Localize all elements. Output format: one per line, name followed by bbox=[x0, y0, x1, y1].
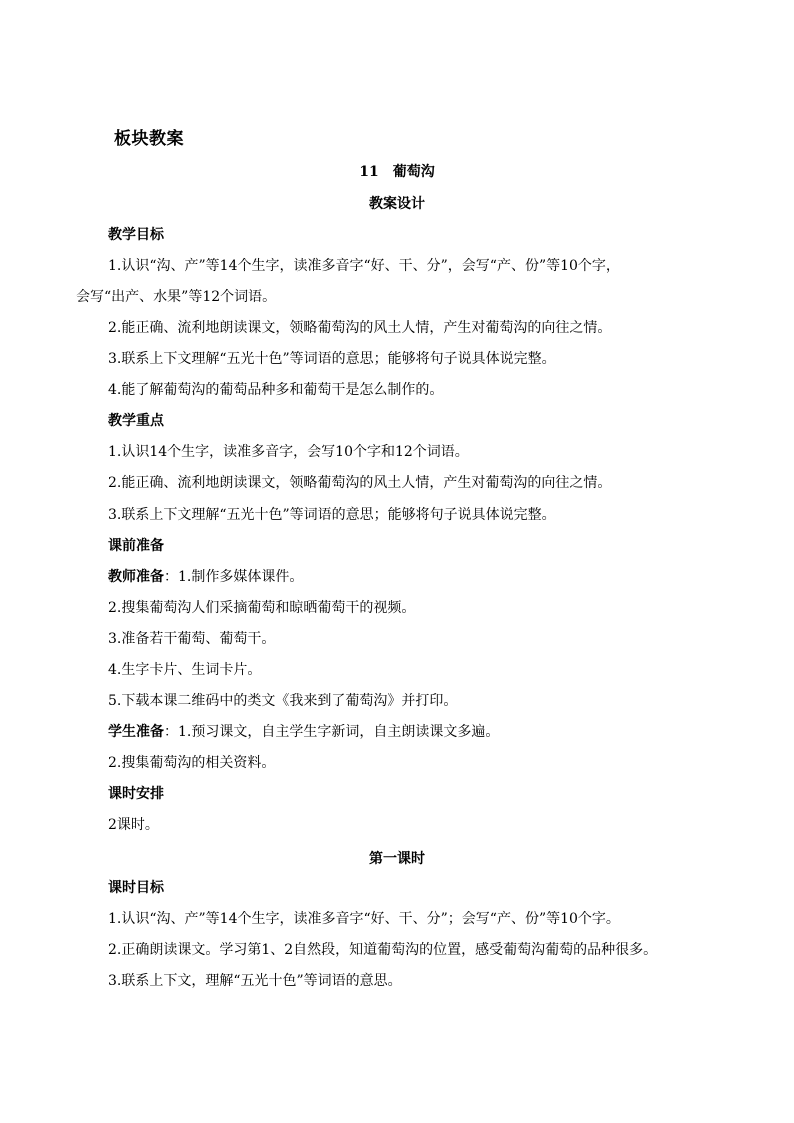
lesson-goals-heading: 课时目标 bbox=[108, 880, 164, 896]
lesson-goal-item: 3.联系上下文，理解“五光十色”等词语的意思。 bbox=[108, 973, 402, 989]
objectives-heading: 教学目标 bbox=[108, 227, 164, 243]
student-preparation bbox=[76, 722, 758, 742]
key-point-item: 2.能正确、流利地朗读课文，领略葡萄沟的风土人情，产生对葡萄沟的向往之情。 bbox=[108, 475, 612, 491]
teacher-preparation-label: 教师准备 bbox=[108, 569, 164, 585]
teacher-preparation bbox=[76, 567, 758, 587]
teacher-preparation-item: 3.准备若干葡萄、葡萄干。 bbox=[108, 631, 276, 647]
objective-item: 4.能了解葡萄沟的葡萄品种多和葡萄干是怎么制作的。 bbox=[108, 382, 444, 398]
student-preparation-item: 2.搜集葡萄沟的相关资料。 bbox=[108, 755, 276, 771]
lesson-goal-item: 2.正确朗读课文。学习第1、2自然段，知道葡萄沟的位置，感受葡萄沟葡萄的品种很多。 bbox=[108, 942, 658, 958]
lesson-goal-item: 1.认识“沟、产”等14个生字，读准多音字“好、干、分”；会写“产、份”等10个字。 bbox=[108, 911, 620, 927]
objective-item: 1.认识“沟、产”等14个生字，读准多音字“好、干、分”，会写“产、份”等10个字， bbox=[108, 258, 620, 274]
key-point-item: 3.联系上下文理解“五光十色”等词语的意思；能够将句子说具体说完整。 bbox=[108, 507, 556, 523]
key-points-heading: 教学重点 bbox=[108, 413, 164, 429]
schedule-value: 2课时。 bbox=[108, 817, 159, 833]
objective-item: 3.联系上下文理解“五光十色”等词语的意思；能够将句子说具体说完整。 bbox=[108, 351, 556, 367]
teacher-preparation-item: 5.下载本课二维码中的类文《我来到了葡萄沟》并打印。 bbox=[108, 693, 458, 709]
objective-item-continued: 会写“出产、水果”等12个词语。 bbox=[76, 289, 277, 305]
first-lesson-title: 第一课时 bbox=[369, 851, 425, 867]
schedule-heading: 课时安排 bbox=[108, 786, 164, 802]
design-title: 教案设计 bbox=[369, 196, 425, 212]
section-title: 板块教案 bbox=[114, 129, 184, 149]
lesson-title: 11 葡萄沟 bbox=[359, 164, 435, 180]
teacher-preparation-item: 2.搜集葡萄沟人们采摘葡萄和晾晒葡萄干的视频。 bbox=[108, 600, 416, 616]
teacher-preparation-first: ：1.制作多媒体课件。 bbox=[164, 569, 304, 585]
preparation-heading: 课前准备 bbox=[108, 538, 164, 554]
student-preparation-first: ：1.预习课文，自主学生字新词，自主朗读课文多遍。 bbox=[164, 724, 500, 740]
student-preparation-label: 学生准备 bbox=[108, 724, 164, 740]
objective-item: 2.能正确、流利地朗读课文，领略葡萄沟的风土人情，产生对葡萄沟的向往之情。 bbox=[108, 320, 612, 336]
key-point-item: 1.认识14个生字，读准多音字，会写10个字和12个词语。 bbox=[108, 444, 469, 460]
teacher-preparation-item: 4.生字卡片、生词卡片。 bbox=[108, 662, 262, 678]
